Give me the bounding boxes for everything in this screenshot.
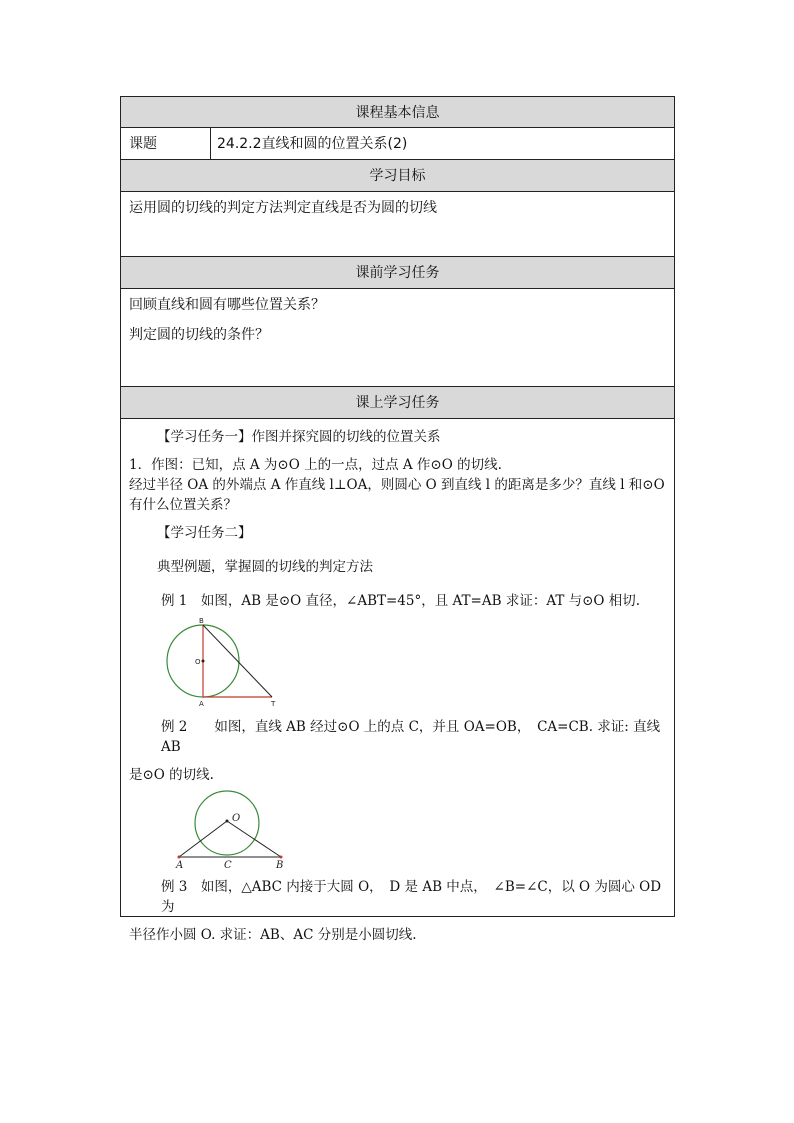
label-o: O [195, 658, 201, 666]
pre-question-1: 回顾直线和圆有哪些位置关系？ [129, 297, 325, 313]
course-info-header: 课程基本信息 [120, 96, 675, 128]
task1-title: 【学习任务一】作图并探究圆的切线的位置关系 [157, 429, 441, 445]
label-c2: C [224, 860, 232, 869]
line-oa2 [179, 821, 227, 857]
label-b: B [199, 617, 204, 625]
example-1: 例 1 如图，AB 是⊙O 直径，∠ABT=45°，且 AT=AB 求证：AT 与⊙O 相切. [161, 593, 641, 609]
point-b2 [280, 856, 283, 859]
task2-subtitle: 典型例题，掌握圆的切线的判定方法 [157, 559, 373, 575]
label-t: T [271, 700, 276, 708]
point-a2 [178, 856, 181, 859]
example-1-figure [157, 617, 297, 709]
line-ob2 [227, 821, 281, 857]
lesson-table [120, 96, 675, 943]
example-2-line2: 是⊙O 的切线. [129, 767, 214, 783]
example-3-line1: 例 3 如图，△ABC 内接于大圆 O， D 是 AB 中点， ∠B=∠C，以 O 为圆心 OD 为 [161, 879, 662, 915]
label-a2: A [176, 860, 184, 869]
task2-title: 【学习任务二】 [157, 525, 252, 541]
label-b2: B [276, 860, 284, 869]
example-2-figure [169, 789, 309, 869]
topic-label: 课题 [121, 128, 211, 159]
task1-line2: 经过半径 OA 的外端点 A 作直线 l⊥OA，则圆心 O 到直线 l 的距离是多少？直线 l 和⊙O [129, 477, 665, 493]
pre-class-section [120, 289, 675, 387]
label-a: A [199, 700, 204, 708]
topic-value: 24.2.2直线和圆的位置关系(2) [217, 136, 408, 152]
topic-row [120, 128, 675, 160]
center-point-2 [226, 820, 229, 823]
example-3-line2: 半径作小圆 O. 求证：AB、AC 分别是小圆切线. [129, 927, 417, 943]
pre-question-2: 判定圆的切线的条件？ [129, 327, 269, 343]
example-2-line1: 例 2 如图，直线 AB 经过⊙O 上的点 C，并且 OA=OB， CA=CB. 求证: 直线 AB [161, 719, 661, 755]
center-point [202, 660, 205, 663]
circle-o2 [195, 791, 259, 855]
goal-text: 运用圆的切线的判定方法判定直线是否为圆的切线 [129, 200, 437, 216]
goal-header: 学习目标 [120, 160, 675, 192]
in-class-section [120, 419, 675, 943]
line-bt [203, 625, 272, 697]
label-o2: O [232, 813, 241, 824]
pre-class-header: 课前学习任务 [120, 257, 675, 289]
task1-line3: 有什么位置关系？ [129, 497, 237, 513]
task1-line1: 1．作图：已知，点 A 为⊙O 上的一点，过点 A 作⊙O 的切线. [129, 457, 502, 473]
in-class-header: 课上学习任务 [120, 387, 675, 419]
goal-section [120, 192, 675, 257]
